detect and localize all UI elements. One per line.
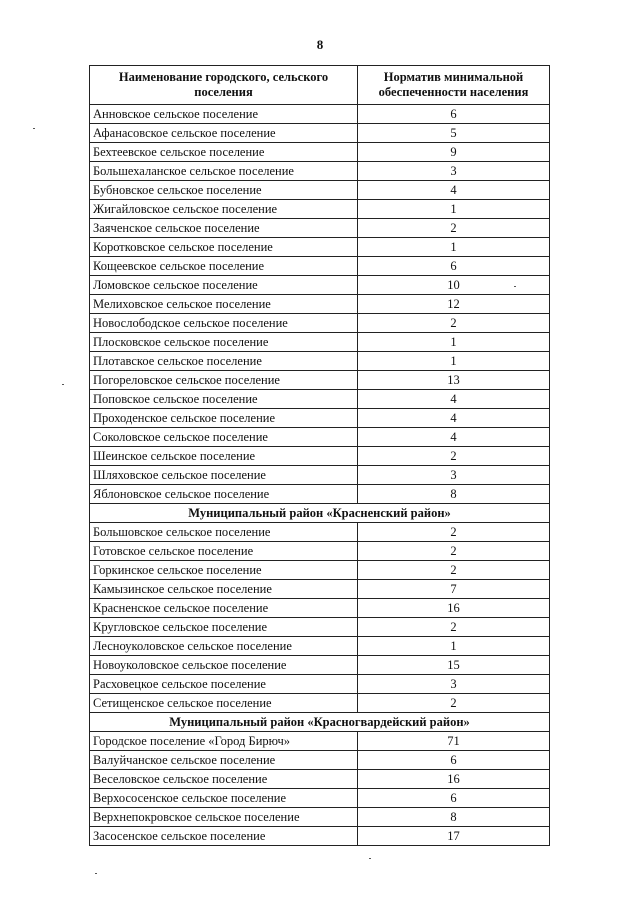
table-row bbox=[90, 447, 550, 466]
table-body bbox=[90, 105, 550, 846]
settlement-name-cell: Кругловское сельское поселение bbox=[90, 618, 358, 637]
settlement-name-cell: Ломовское сельское поселение bbox=[90, 276, 358, 295]
settlement-name-cell: Шляховское сельское поселение bbox=[90, 466, 358, 485]
norm-value-cell: 2 bbox=[358, 219, 550, 238]
table-row bbox=[90, 124, 550, 143]
table-row bbox=[90, 276, 550, 295]
table-row bbox=[90, 295, 550, 314]
settlement-name-cell: Засосенское сельское поселение bbox=[90, 827, 358, 846]
norm-value-cell: 6 bbox=[358, 105, 550, 124]
section-title: Муниципальный район «Красногвардейский район» bbox=[90, 713, 550, 732]
norm-value-cell: 3 bbox=[358, 675, 550, 694]
settlement-name-cell: Готовское сельское поселение bbox=[90, 542, 358, 561]
norm-value-cell: 3 bbox=[358, 466, 550, 485]
norm-value-cell: 6 bbox=[358, 789, 550, 808]
table-row bbox=[90, 580, 550, 599]
settlement-name-cell: Расховецкое сельское поселение bbox=[90, 675, 358, 694]
table-row bbox=[90, 257, 550, 276]
table-row bbox=[90, 181, 550, 200]
norm-value-cell: 16 bbox=[358, 599, 550, 618]
norm-value-cell: 1 bbox=[358, 200, 550, 219]
norm-value-cell: 10 bbox=[358, 276, 550, 295]
norm-value-cell: 5 bbox=[358, 124, 550, 143]
norm-value-cell: 1 bbox=[358, 352, 550, 371]
settlement-name-cell: Проходенское сельское поселение bbox=[90, 409, 358, 428]
page-number: 8 bbox=[316, 37, 324, 52]
table-row bbox=[90, 675, 550, 694]
norm-value-cell: 2 bbox=[358, 542, 550, 561]
table-row bbox=[90, 200, 550, 219]
settlement-name-cell: Городское поселение «Город Бирюч» bbox=[90, 732, 358, 751]
settlement-name-cell: Яблоновское сельское поселение bbox=[90, 485, 358, 504]
table-row bbox=[90, 390, 550, 409]
settlement-name-cell: Поповское сельское поселение bbox=[90, 390, 358, 409]
settlement-name-cell: Верхнепокровское сельское поселение bbox=[90, 808, 358, 827]
settlement-name-cell: Плотавское сельское поселение bbox=[90, 352, 358, 371]
settlement-name-cell: Большовское сельское поселение bbox=[90, 523, 358, 542]
table-row bbox=[90, 219, 550, 238]
settlement-name-cell: Заяченское сельское поселение bbox=[90, 219, 358, 238]
norm-value-cell: 13 bbox=[358, 371, 550, 390]
settlement-name-cell: Красненское сельское поселение bbox=[90, 599, 358, 618]
norm-value-cell: 71 bbox=[358, 732, 550, 751]
norm-value-cell: 4 bbox=[358, 390, 550, 409]
settlement-name-cell: Лесноуколовское сельское поселение bbox=[90, 637, 358, 656]
section-header-row bbox=[90, 504, 550, 523]
norm-value-cell: 6 bbox=[358, 751, 550, 770]
norm-value-cell: 1 bbox=[358, 238, 550, 257]
settlement-name-cell: Соколовское сельское поселение bbox=[90, 428, 358, 447]
settlement-name-cell: Погореловское сельское поселение bbox=[90, 371, 358, 390]
table-row bbox=[90, 428, 550, 447]
table-row bbox=[90, 352, 550, 371]
norm-value-cell: 15 bbox=[358, 656, 550, 675]
table-row bbox=[90, 694, 550, 713]
norm-value-cell: 1 bbox=[358, 637, 550, 656]
table-row bbox=[90, 789, 550, 808]
norm-value-cell: 2 bbox=[358, 314, 550, 333]
settlement-name-cell: Анновское сельское поселение bbox=[90, 105, 358, 124]
norm-value-cell: 9 bbox=[358, 143, 550, 162]
settlement-name-cell: Кощеевское сельское поселение bbox=[90, 257, 358, 276]
settlement-name-cell: Камызинское сельское поселение bbox=[90, 580, 358, 599]
settlement-name-cell: Жигайловское сельское поселение bbox=[90, 200, 358, 219]
norm-value-cell: 2 bbox=[358, 618, 550, 637]
settlement-name-cell: Новослободское сельское поселение bbox=[90, 314, 358, 333]
norm-value-cell: 2 bbox=[358, 523, 550, 542]
scan-speck bbox=[62, 384, 64, 385]
scan-speck bbox=[369, 858, 371, 859]
norm-value-cell: 16 bbox=[358, 770, 550, 789]
settlement-name-cell: Веселовское сельское поселение bbox=[90, 770, 358, 789]
norm-value-cell: 4 bbox=[358, 428, 550, 447]
table-row bbox=[90, 409, 550, 428]
table-row bbox=[90, 105, 550, 124]
table-header-row bbox=[90, 66, 550, 105]
norm-value-cell: 12 bbox=[358, 295, 550, 314]
norm-value-cell: 4 bbox=[358, 181, 550, 200]
norm-value-cell: 7 bbox=[358, 580, 550, 599]
settlement-name-cell: Афанасовское сельское поселение bbox=[90, 124, 358, 143]
column-header-norm: Норматив минимальной обеспеченности населения bbox=[358, 66, 550, 105]
norm-value-cell: 2 bbox=[358, 447, 550, 466]
table-row bbox=[90, 314, 550, 333]
settlement-name-cell: Плосковское сельское поселение bbox=[90, 333, 358, 352]
table-row bbox=[90, 732, 550, 751]
settlement-name-cell: Горкинское сельское поселение bbox=[90, 561, 358, 580]
settlement-name-cell: Бубновское сельское поселение bbox=[90, 181, 358, 200]
norm-value-cell: 3 bbox=[358, 162, 550, 181]
scan-speck bbox=[514, 286, 516, 287]
table-row bbox=[90, 371, 550, 390]
norm-value-cell: 17 bbox=[358, 827, 550, 846]
norms-table bbox=[89, 65, 550, 846]
norm-value-cell: 8 bbox=[358, 808, 550, 827]
settlement-name-cell: Верхососенское сельское поселение bbox=[90, 789, 358, 808]
table-row bbox=[90, 637, 550, 656]
section-header-row bbox=[90, 713, 550, 732]
table-row bbox=[90, 827, 550, 846]
table-row bbox=[90, 485, 550, 504]
norm-value-cell: 2 bbox=[358, 561, 550, 580]
settlement-name-cell: Валуйчанское сельское поселение bbox=[90, 751, 358, 770]
table-row bbox=[90, 618, 550, 637]
norm-value-cell: 4 bbox=[358, 409, 550, 428]
table-row bbox=[90, 333, 550, 352]
table-row bbox=[90, 599, 550, 618]
settlement-name-cell: Шеинское сельское поселение bbox=[90, 447, 358, 466]
table-row bbox=[90, 143, 550, 162]
table-row bbox=[90, 770, 550, 789]
norm-value-cell: 2 bbox=[358, 694, 550, 713]
settlement-name-cell: Сетищенское сельское поселение bbox=[90, 694, 358, 713]
norm-value-cell: 6 bbox=[358, 257, 550, 276]
table-row bbox=[90, 238, 550, 257]
table-row bbox=[90, 751, 550, 770]
column-header-name: Наименование городского, сельского поселения bbox=[90, 66, 358, 105]
settlement-name-cell: Большехаланское сельское поселение bbox=[90, 162, 358, 181]
settlement-name-cell: Новоуколовское сельское поселение bbox=[90, 656, 358, 675]
settlement-name-cell: Бехтеевское сельское поселение bbox=[90, 143, 358, 162]
table-row bbox=[90, 523, 550, 542]
table-row bbox=[90, 808, 550, 827]
settlement-name-cell: Мелиховское сельское поселение bbox=[90, 295, 358, 314]
table-row bbox=[90, 466, 550, 485]
norm-value-cell: 8 bbox=[358, 485, 550, 504]
norm-value-cell: 1 bbox=[358, 333, 550, 352]
section-title: Муниципальный район «Красненский район» bbox=[90, 504, 550, 523]
table-row bbox=[90, 162, 550, 181]
table-row bbox=[90, 542, 550, 561]
scan-speck bbox=[95, 873, 97, 874]
table-row bbox=[90, 561, 550, 580]
table-row bbox=[90, 656, 550, 675]
settlement-name-cell: Коротковское сельское поселение bbox=[90, 238, 358, 257]
scan-speck bbox=[33, 128, 35, 129]
